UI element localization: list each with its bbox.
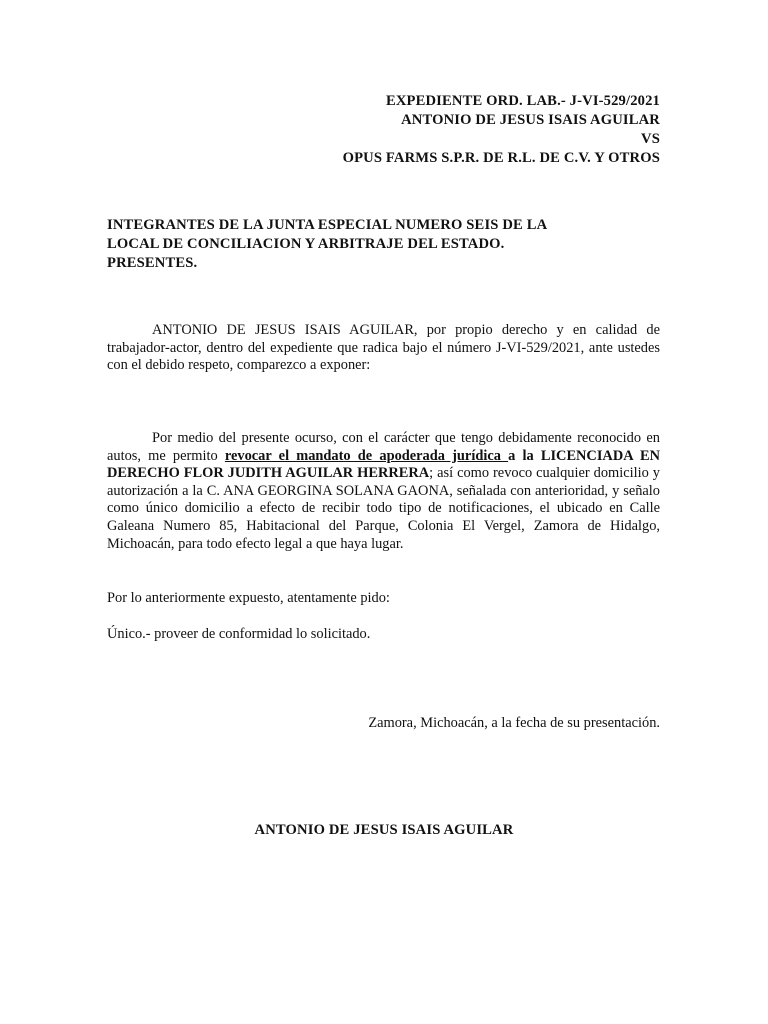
versus-label: VS <box>641 131 660 147</box>
request-text-continued: ; así como revoco cualquier domicilio y autorización a la C. ANA GEORGINA SOLANA GAONA, señalada con anterioridad, y señalo como único domicilio a efecto de recibir todo tipo de notificaciones, el ubicado en Calle Galeana Numero 85, Habitacional del Parque, Colonia El Vergel, Zamora de Hidalgo, Michoacán, para todo efecto legal a que haya lugar. <box>107 465 660 552</box>
revocation-emphasis: revocar el mandato de apoderada jurídica <box>224 447 509 464</box>
petition-line: Único.- proveer de conformidad lo solicitado. <box>107 626 371 642</box>
place-date-line: Zamora, Michoacán, a la fecha de su presentación. <box>368 715 660 731</box>
introduction-paragraph: ANTONIO DE JESUS ISAIS AGUILAR, por propio derecho y en calidad de trabajador-actor, dentro del expediente que radica bajo el número J-VI-529/2021, ante ustedes con el debido respeto, comparezco a exponer: <box>107 322 660 374</box>
addressee-line: PRESENTES. <box>107 255 198 271</box>
addressee-line: INTEGRANTES DE LA JUNTA ESPECIAL NUMERO SEIS DE LA <box>107 217 548 233</box>
addressee-block <box>107 216 587 273</box>
signature-name: ANTONIO DE JESUS ISAIS AGUILAR <box>254 822 514 838</box>
attorney-name: a la LICENCIADA EN DERECHO FLOR JUDITH AGUILAR HERRERA <box>107 447 660 482</box>
request-text: Por medio del presente ocurso, con el carácter que tengo debidamente reconocido en autos, me permito <box>107 430 660 464</box>
case-header <box>343 92 660 168</box>
addressee-line: LOCAL DE CONCILIACION Y ARBITRAJE DEL ESTADO. <box>107 236 505 252</box>
closing-line: Por lo anteriormente expuesto, atentamente pido: <box>107 590 390 606</box>
case-number: EXPEDIENTE ORD. LAB.- J-VI-529/2021 <box>385 93 660 109</box>
plaintiff-name: ANTONIO DE JESUS ISAIS AGUILAR <box>401 112 660 128</box>
request-paragraph <box>107 430 660 553</box>
defendant-name: OPUS FARMS S.P.R. DE R.L. DE C.V. Y OTROS <box>342 150 660 166</box>
